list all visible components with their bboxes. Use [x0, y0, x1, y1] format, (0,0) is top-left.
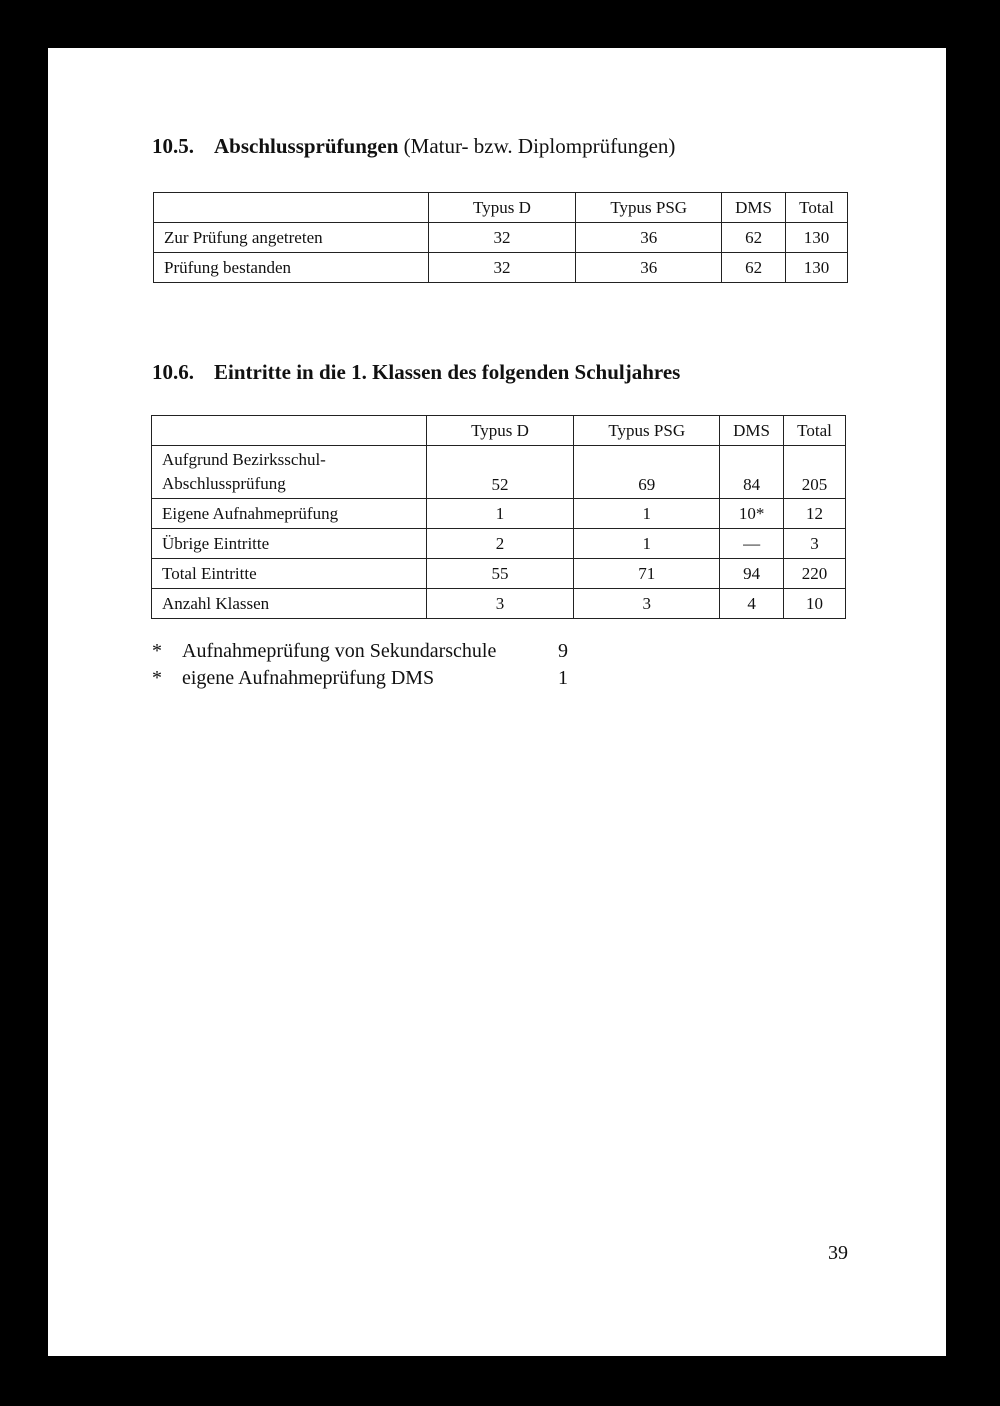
table-row: [152, 499, 846, 529]
cell-dms: 62: [722, 223, 786, 253]
section-number: 10.5.: [152, 134, 194, 158]
header-dms: DMS: [720, 416, 784, 446]
cell-total: 220: [784, 559, 846, 589]
row-label-line1: Aufgrund Bezirksschul-: [162, 450, 326, 469]
document-page: [48, 48, 946, 1356]
table-row: [152, 446, 846, 499]
row-label: Anzahl Klassen: [152, 589, 427, 619]
header-empty: [152, 416, 427, 446]
section-10-5-heading: [152, 134, 675, 159]
section-title: Eintritte in die 1. Klassen des folgenden Schuljahres: [214, 360, 681, 384]
cell-typus-d: 32: [428, 253, 576, 283]
cell-dms: 62: [722, 253, 786, 283]
cell-typus-d: 52: [426, 446, 574, 499]
section-number: 10.6.: [152, 360, 194, 384]
cell-typus-psg: 36: [576, 253, 722, 283]
footnote-marker: *: [152, 640, 162, 662]
table-header-row: [154, 193, 848, 223]
header-empty: [154, 193, 429, 223]
section-title-bold: Abschlussprüfungen: [214, 134, 399, 158]
cell-total: 205: [784, 446, 846, 499]
footnote-marker: *: [152, 667, 162, 689]
cell-total: 130: [786, 223, 848, 253]
row-label: Eigene Aufnahmeprüfung: [152, 499, 427, 529]
cell-typus-d: 32: [428, 223, 576, 253]
footnote-text: Aufnahmeprüfung von Sekundarschule: [182, 640, 497, 662]
header-total: Total: [784, 416, 846, 446]
page-number: 39: [828, 1242, 848, 1264]
row-label: Übrige Eintritte: [152, 529, 427, 559]
cell-typus-psg: 1: [574, 529, 720, 559]
cell-dms: 10*: [720, 499, 784, 529]
row-label: Zur Prüfung angetreten: [154, 223, 429, 253]
header-typus-d: Typus D: [426, 416, 574, 446]
row-label-line2: Abschlussprüfung: [162, 474, 286, 493]
cell-typus-psg: 71: [574, 559, 720, 589]
cell-typus-d: 2: [426, 529, 574, 559]
footnote-text: eigene Aufnahmeprüfung DMS: [182, 667, 435, 689]
exam-results-table: [153, 192, 848, 283]
table-row: [152, 559, 846, 589]
footnote: [152, 640, 568, 663]
header-typus-psg: Typus PSG: [574, 416, 720, 446]
header-total: Total: [786, 193, 848, 223]
section-10-6-heading: [152, 360, 680, 385]
table-header-row: [152, 416, 846, 446]
cell-typus-d: 55: [426, 559, 574, 589]
cell-dms: 84: [720, 446, 784, 499]
table-row: [152, 589, 846, 619]
footnote-value: 9: [558, 640, 568, 662]
cell-typus-psg: 1: [574, 499, 720, 529]
row-label: Total Eintritte: [152, 559, 427, 589]
cell-dms: 94: [720, 559, 784, 589]
cell-dms: 4: [720, 589, 784, 619]
cell-total: 130: [786, 253, 848, 283]
cell-total: 3: [784, 529, 846, 559]
header-dms: DMS: [722, 193, 786, 223]
footnote-value: 1: [558, 667, 568, 689]
cell-typus-d: 3: [426, 589, 574, 619]
cell-typus-psg: 3: [574, 589, 720, 619]
table-row: [154, 223, 848, 253]
admissions-table: [151, 415, 846, 619]
cell-typus-psg: 36: [576, 223, 722, 253]
cell-dms: —: [720, 529, 784, 559]
cell-typus-psg: 69: [574, 446, 720, 499]
cell-typus-d: 1: [426, 499, 574, 529]
table-row: [154, 253, 848, 283]
table-row: [152, 529, 846, 559]
footnote: [152, 667, 568, 690]
section-title-rest: (Matur- bzw. Diplomprüfungen): [398, 134, 676, 158]
header-typus-d: Typus D: [428, 193, 576, 223]
cell-total: 10: [784, 589, 846, 619]
cell-total: 12: [784, 499, 846, 529]
header-typus-psg: Typus PSG: [576, 193, 722, 223]
row-label: Prüfung bestanden: [154, 253, 429, 283]
row-label: [152, 446, 427, 499]
